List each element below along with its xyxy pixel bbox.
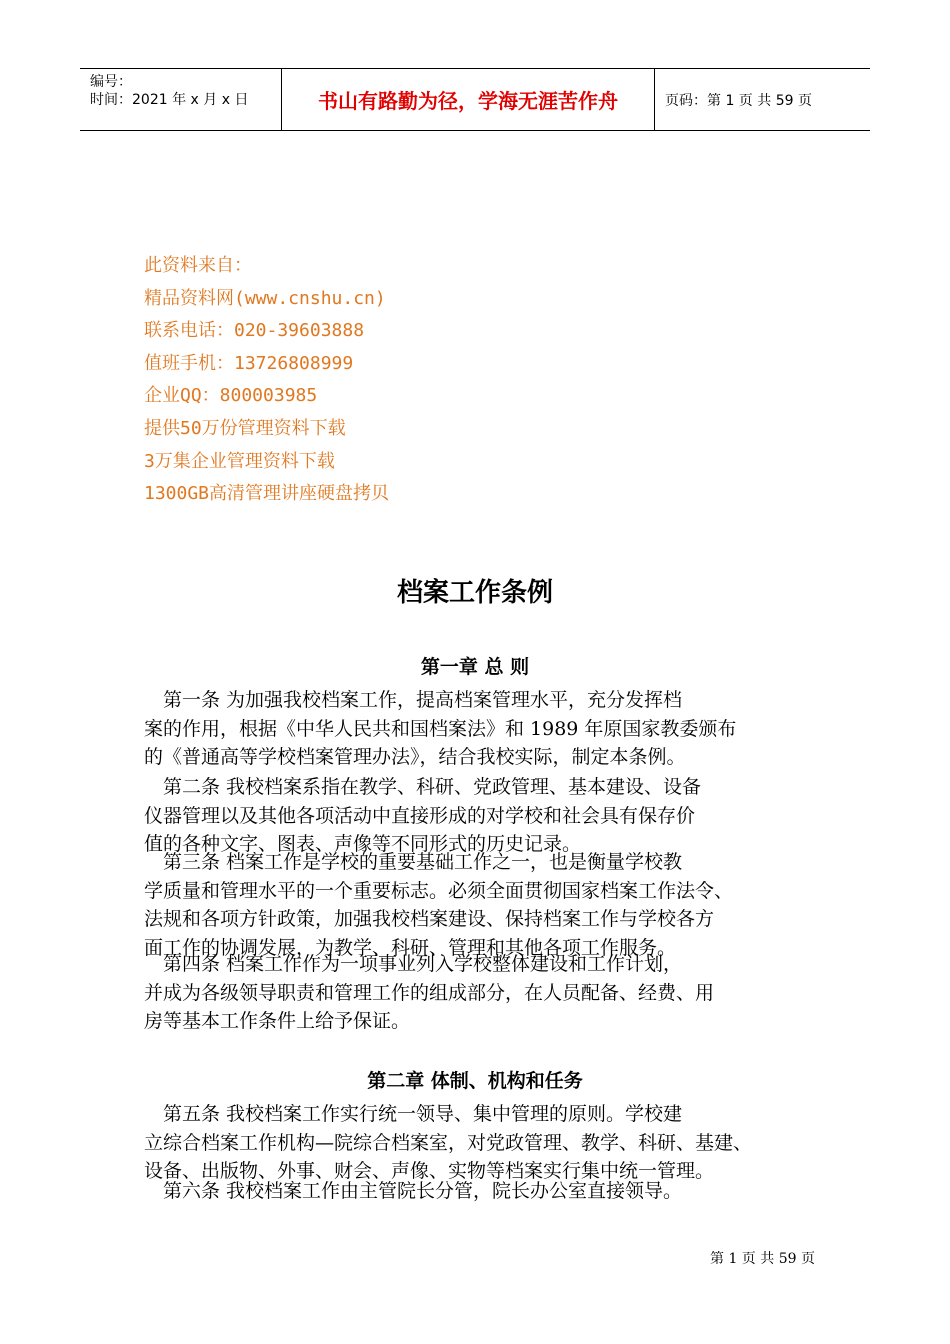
promo-line: 值班手机：13726808999 bbox=[144, 352, 354, 374]
paragraph-line: 设备、出版物、外事、财会、声像、实物等档案实行集中统一管理。 bbox=[144, 1160, 715, 1182]
promo-block bbox=[144, 250, 389, 511]
article-paragraph bbox=[144, 1177, 816, 1206]
promo-line: 3万集企业管理资料下载 bbox=[144, 450, 335, 472]
paragraph-line: 第一条 为加强我校档案工作，提高档案管理水平，充分发挥档 bbox=[144, 689, 683, 711]
article-paragraph bbox=[144, 950, 816, 1036]
paragraph-line: 学质量和管理水平的一个重要标志。必须全面贯彻国家档案工作法令、 bbox=[144, 879, 734, 902]
article-paragraph bbox=[144, 848, 816, 962]
paragraph-line: 的《普通高等学校档案管理办法》，结合我校实际，制定本条例。 bbox=[144, 746, 686, 768]
paragraph-line: 第二条 我校档案系指在教学、科研、党政管理、基本建设、设备 bbox=[144, 776, 702, 798]
paragraph-line: 案的作用，根据《中华人民共和国档案法》和 1989 年原国家教委颁布 bbox=[144, 717, 737, 740]
promo-line: 提供50万份管理资料下载 bbox=[144, 417, 346, 439]
page-footer: 第 1 页 共 59 页 bbox=[710, 1251, 815, 1267]
article-paragraph bbox=[144, 773, 816, 859]
promo-line: 此资料来自： bbox=[144, 255, 252, 276]
document-title: 档案工作条例 bbox=[396, 578, 553, 608]
paragraph-line: 房等基本工作条件上给予保证。 bbox=[144, 1010, 411, 1032]
promo-line: 精品资料网(www.cnshu.cn) bbox=[144, 287, 386, 309]
number-label: 编号： bbox=[90, 74, 132, 90]
chapter-heading: 第二章 体制、机构和任务 bbox=[367, 1070, 583, 1092]
paragraph-line: 立综合档案工作机构—院综合档案室，对党政管理、教学、科研、基建、 bbox=[144, 1131, 753, 1154]
paragraph-line: 仪器管理以及其他各项活动中直接形成的对学校和社会具有保存价 bbox=[144, 804, 696, 827]
promo-line: 联系电话：020-39603888 bbox=[144, 320, 365, 342]
paragraph-line: 面工作的协调发展，为教学、科研、管理和其他各项工作服务。 bbox=[144, 936, 677, 959]
article-paragraph bbox=[144, 1100, 816, 1186]
header-page-info: 页码：第 1 页 共 59 页 bbox=[665, 92, 812, 109]
paragraph-line: 并成为各级领导职责和管理工作的组成部分，在人员配备、经费、用 bbox=[144, 981, 715, 1004]
paragraph-line: 法规和各项方针政策，加强我校档案建设、保持档案工作与学校各方 bbox=[144, 908, 715, 930]
paragraph-line: 值的各种文字、图表、声像等不同形式的历史记录。 bbox=[144, 833, 582, 855]
time-label: 时间：2021 年 x 月 x 日 bbox=[90, 92, 249, 108]
paragraph-line: 第三条 档案工作是学校的重要基础工作之一，也是衡量学校教 bbox=[144, 851, 683, 873]
paragraph-line: 第四条 档案工作作为一项事业列入学校整体建设和工作计划， bbox=[144, 953, 683, 975]
promo-line: 企业QQ：800003985 bbox=[144, 385, 318, 407]
chapter-heading: 第一章 总 则 bbox=[420, 656, 530, 678]
paragraph-line: 第五条 我校档案工作实行统一领导、集中管理的原则。学校建 bbox=[144, 1103, 683, 1125]
paragraph-line: 第六条 我校档案工作由主管院长分管，院长办公室直接领导。 bbox=[144, 1180, 683, 1202]
header-meta bbox=[80, 69, 282, 130]
header-motto: 书山有路勤为径，学海无涯苦作舟 bbox=[282, 69, 655, 130]
article-paragraph bbox=[144, 686, 816, 772]
promo-line: 1300GB高清管理讲座硬盘拷贝 bbox=[144, 483, 390, 505]
page-header bbox=[80, 68, 870, 131]
